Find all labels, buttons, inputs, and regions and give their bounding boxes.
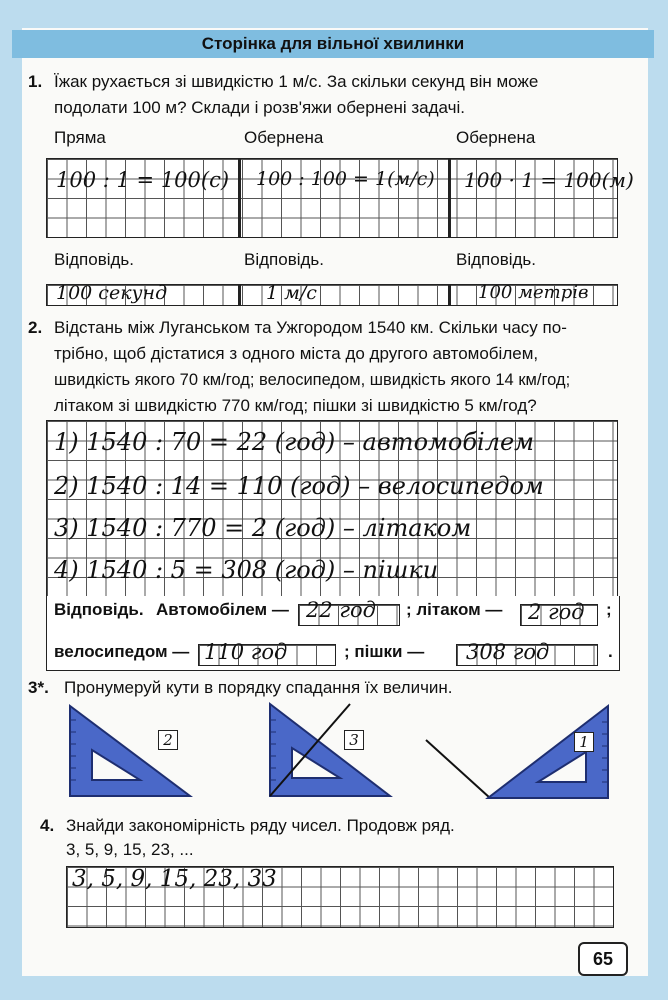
- task1-answer-3: 100 метрів: [478, 282, 589, 303]
- task2-period: .: [608, 642, 613, 661]
- task1-answer-2: 1 м/с: [266, 282, 317, 304]
- task1-col1-label: Пряма: [54, 128, 106, 147]
- task2-text-line2: трібно, щоб дістатися з одного міста до другого автомобілем,: [54, 344, 539, 363]
- task4-text: Знайди закономірність ряду чисел. Продовж ряд.: [66, 816, 455, 835]
- task2-answer-label: Відповідь.: [54, 598, 148, 622]
- task3-number: 3*.: [28, 678, 49, 697]
- angle-rank-box-1[interactable]: 2: [158, 730, 178, 750]
- task1-col3-label: Обернена: [456, 128, 536, 147]
- grid-separator: [238, 284, 241, 306]
- task2-car-value: 22 год: [306, 598, 376, 622]
- grid-separator: [448, 284, 451, 306]
- page-number: 65: [578, 942, 628, 976]
- task1-col2-label: Обернена: [244, 128, 324, 147]
- task2-text-line4: літаком зі швидкістю 770 км/год; пішки зі швидкістю 5 км/год?: [54, 396, 537, 415]
- task1-text-line1: Їжак рухається зі швидкістю 1 м/с. За скільки секунд він може: [54, 72, 539, 91]
- set-square-3: [422, 700, 622, 804]
- task2-bike-label: велосипедом —: [54, 642, 190, 661]
- task2-text-line1: Відстань між Луганськом та Ужгородом 1540 км. Скільки часу по-: [54, 318, 567, 337]
- page-title: Сторінка для вільної хвилинки: [201, 34, 465, 53]
- task2-plane-value: 2 год: [528, 600, 585, 624]
- task3-text: Пронумеруй кути в порядку спадання їх величин.: [64, 678, 453, 697]
- task2-solution-1: 1) 1540 : 70 = 22 (год) – автомобілем: [54, 428, 535, 456]
- task1-number: 1.: [28, 72, 43, 91]
- task2-bike-value: 110 год: [204, 640, 288, 664]
- angle-rank-box-3[interactable]: 1: [574, 732, 594, 752]
- task2-walk-label: ; пішки —: [344, 642, 425, 661]
- task4-number: 4.: [40, 816, 55, 835]
- task1-solution-2: 100 : 100 = 1(м/с): [256, 168, 435, 190]
- task1-answer-label-1: Відповідь.: [54, 250, 135, 269]
- task2-semicolon: ;: [606, 600, 612, 619]
- task2-plane-label: ; літаком —: [406, 600, 503, 619]
- task2-solution-3: 3) 1540 : 770 = 2 (год) – літаком: [54, 514, 472, 542]
- task1-solution-1: 100 : 1 = 100(с): [56, 168, 230, 192]
- task2-walk-value: 308 год: [466, 640, 550, 664]
- task2-solution-4: 4) 1540 : 5 = 308 (год) – пішки: [54, 556, 439, 584]
- task1-answer-1: 100 секунд: [56, 282, 168, 304]
- task2-text-line3: швидкість якого 70 км/год; велосипедом, швидкість якого 14 км/год;: [54, 371, 571, 389]
- set-square-1: [64, 700, 204, 804]
- task1-solution-3: 100 · 1 = 100(м): [464, 168, 634, 192]
- grid-separator: [448, 158, 451, 238]
- task4-answer: 3, 5, 9, 15, 23, 33: [72, 866, 277, 892]
- angle-rank-box-2[interactable]: 3: [344, 730, 364, 750]
- task2-car-label: Автомобілем —: [156, 598, 289, 622]
- task1-answer-label-3: Відповідь.: [456, 250, 537, 269]
- task1-text-line2: подолати 100 м? Склади і розв'яжи обернені задачі.: [54, 98, 465, 117]
- set-square-2: [258, 696, 408, 806]
- task2-number: 2.: [28, 318, 43, 337]
- workbook-page: [8, 0, 660, 1000]
- task2-solution-2: 2) 1540 : 14 = 110 (год) – велосипедом: [54, 472, 544, 500]
- task4-sequence: 3, 5, 9, 15, 23, ...: [66, 840, 194, 859]
- task1-answer-label-2: Відповідь.: [244, 250, 325, 269]
- grid-separator: [238, 158, 241, 238]
